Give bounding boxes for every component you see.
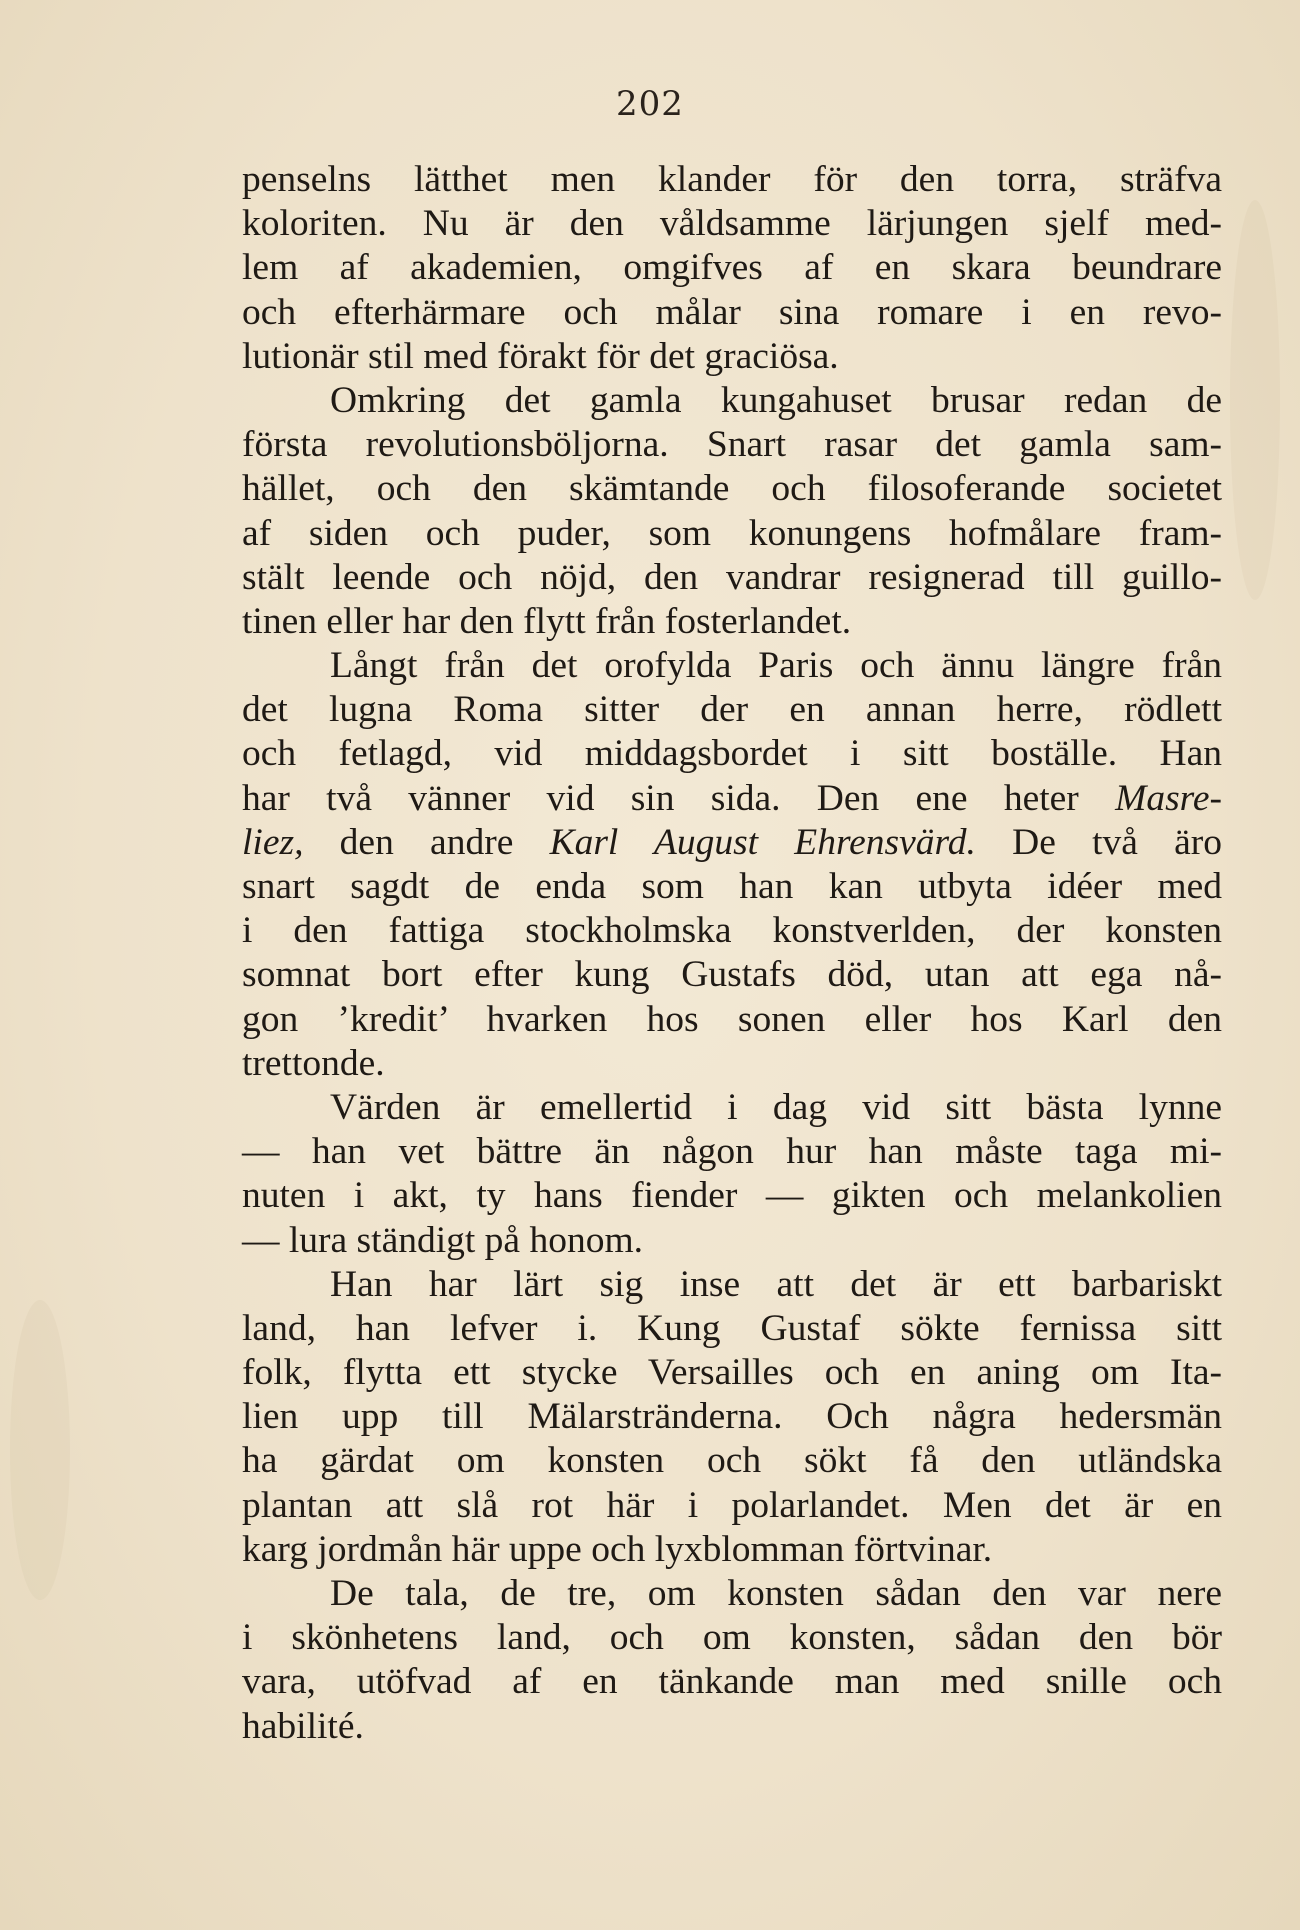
text-segment: De två äro — [975, 821, 1223, 863]
text-line: Långt från det orofylda Paris och ännu längre från — [330, 645, 1222, 687]
text-line: i den fattiga stockholmska konstverlden, der konsten — [242, 910, 1222, 952]
text-line: habilité. — [242, 1705, 364, 1747]
text-line: och efterhärmare och målar sina romare i en revo- — [242, 291, 1222, 333]
text-line: — han vet bättre än någon hur han måste taga mi- — [242, 1131, 1222, 1173]
body-text — [242, 158, 1222, 1749]
text-line: lutionär stil med förakt för det graciösa. — [242, 335, 839, 377]
text-line: snart sagdt de enda som han kan utbyta idéer med — [242, 866, 1222, 907]
text-line: nuten i akt, ty hans fiender — gikten och melankolien — [242, 1175, 1222, 1217]
text-line: karg jordmån här uppe och lyxblomman förtvinar. — [242, 1528, 993, 1570]
text-line: det lugna Roma sitter der en annan herre, rödlett — [242, 689, 1222, 731]
text-line: ha gärdat om konsten och sökt få den utländska — [242, 1440, 1222, 1482]
text-line: af siden och puder, som konungens hofmålare fram- — [242, 512, 1222, 554]
paper-stain — [1230, 200, 1280, 600]
text-line: land, han lefver i. Kung Gustaf sökte fernissa sitt — [242, 1307, 1222, 1349]
italic-name: Karl August Ehrensvärd. — [549, 821, 976, 863]
text-line: gon ’kredit’ hvarken hos sonen eller hos Karl den — [242, 998, 1222, 1040]
text-line: tinen eller har den flytt från fosterlandet. — [242, 600, 852, 642]
text-line: lem af akademien, omgifves af en skara beundrare — [242, 247, 1222, 289]
text-line: penselns lätthet men klander för den torra, sträfva — [242, 159, 1222, 200]
text-line: — lura ständigt på honom. — [242, 1219, 643, 1261]
text-line: Omkring det gamla kungahuset brusar redan de — [330, 379, 1222, 421]
text-line: första revolutionsböljorna. Snart rasar det gamla sam- — [242, 424, 1222, 466]
text-segment: har två vänner vid sin sida. Den ene heter — [242, 777, 1116, 819]
italic-name: liez, — [242, 821, 304, 863]
text-line: vara, utöfvad af en tänkande man med snille och — [242, 1661, 1222, 1703]
text-line: i skönhetens land, och om konsten, sådan den bör — [242, 1617, 1222, 1659]
text-segment: den andre — [303, 821, 550, 863]
text-line — [242, 777, 1222, 821]
text-line: somnat bort efter kung Gustafs död, utan att ega nå- — [242, 954, 1222, 996]
text-line: stält leende och nöjd, den vandrar resignerad till guillo- — [242, 556, 1222, 598]
text-line: lien upp till Mälarstränderna. Och några hedersmän — [242, 1396, 1222, 1438]
text-line: hället, och den skämtande och filosoferande societet — [242, 468, 1222, 510]
text-line: plantan att slå rot här i polarlandet. Men det är en — [242, 1484, 1222, 1526]
text-line: koloriten. Nu är den våldsamme lärjungen sjelf med- — [242, 203, 1222, 245]
text-line: Han har lärt sig inse att det är ett barbariskt — [330, 1263, 1222, 1305]
paper-stain — [10, 1300, 70, 1600]
text-line: trettonde. — [242, 1042, 385, 1084]
text-line — [242, 821, 1222, 865]
text-line: De tala, de tre, om konsten sådan den var nere — [330, 1573, 1222, 1614]
page-number: 202 — [616, 84, 684, 124]
text-line: och fetlagd, vid middagsbordet i sitt boställe. Han — [242, 733, 1222, 775]
text-line: Värden är emellertid i dag vid sitt bästa lynne — [330, 1086, 1222, 1128]
text-line: folk, flytta ett stycke Versailles och en aning om Ita- — [242, 1352, 1222, 1394]
italic-name: Masre- — [1115, 777, 1222, 819]
